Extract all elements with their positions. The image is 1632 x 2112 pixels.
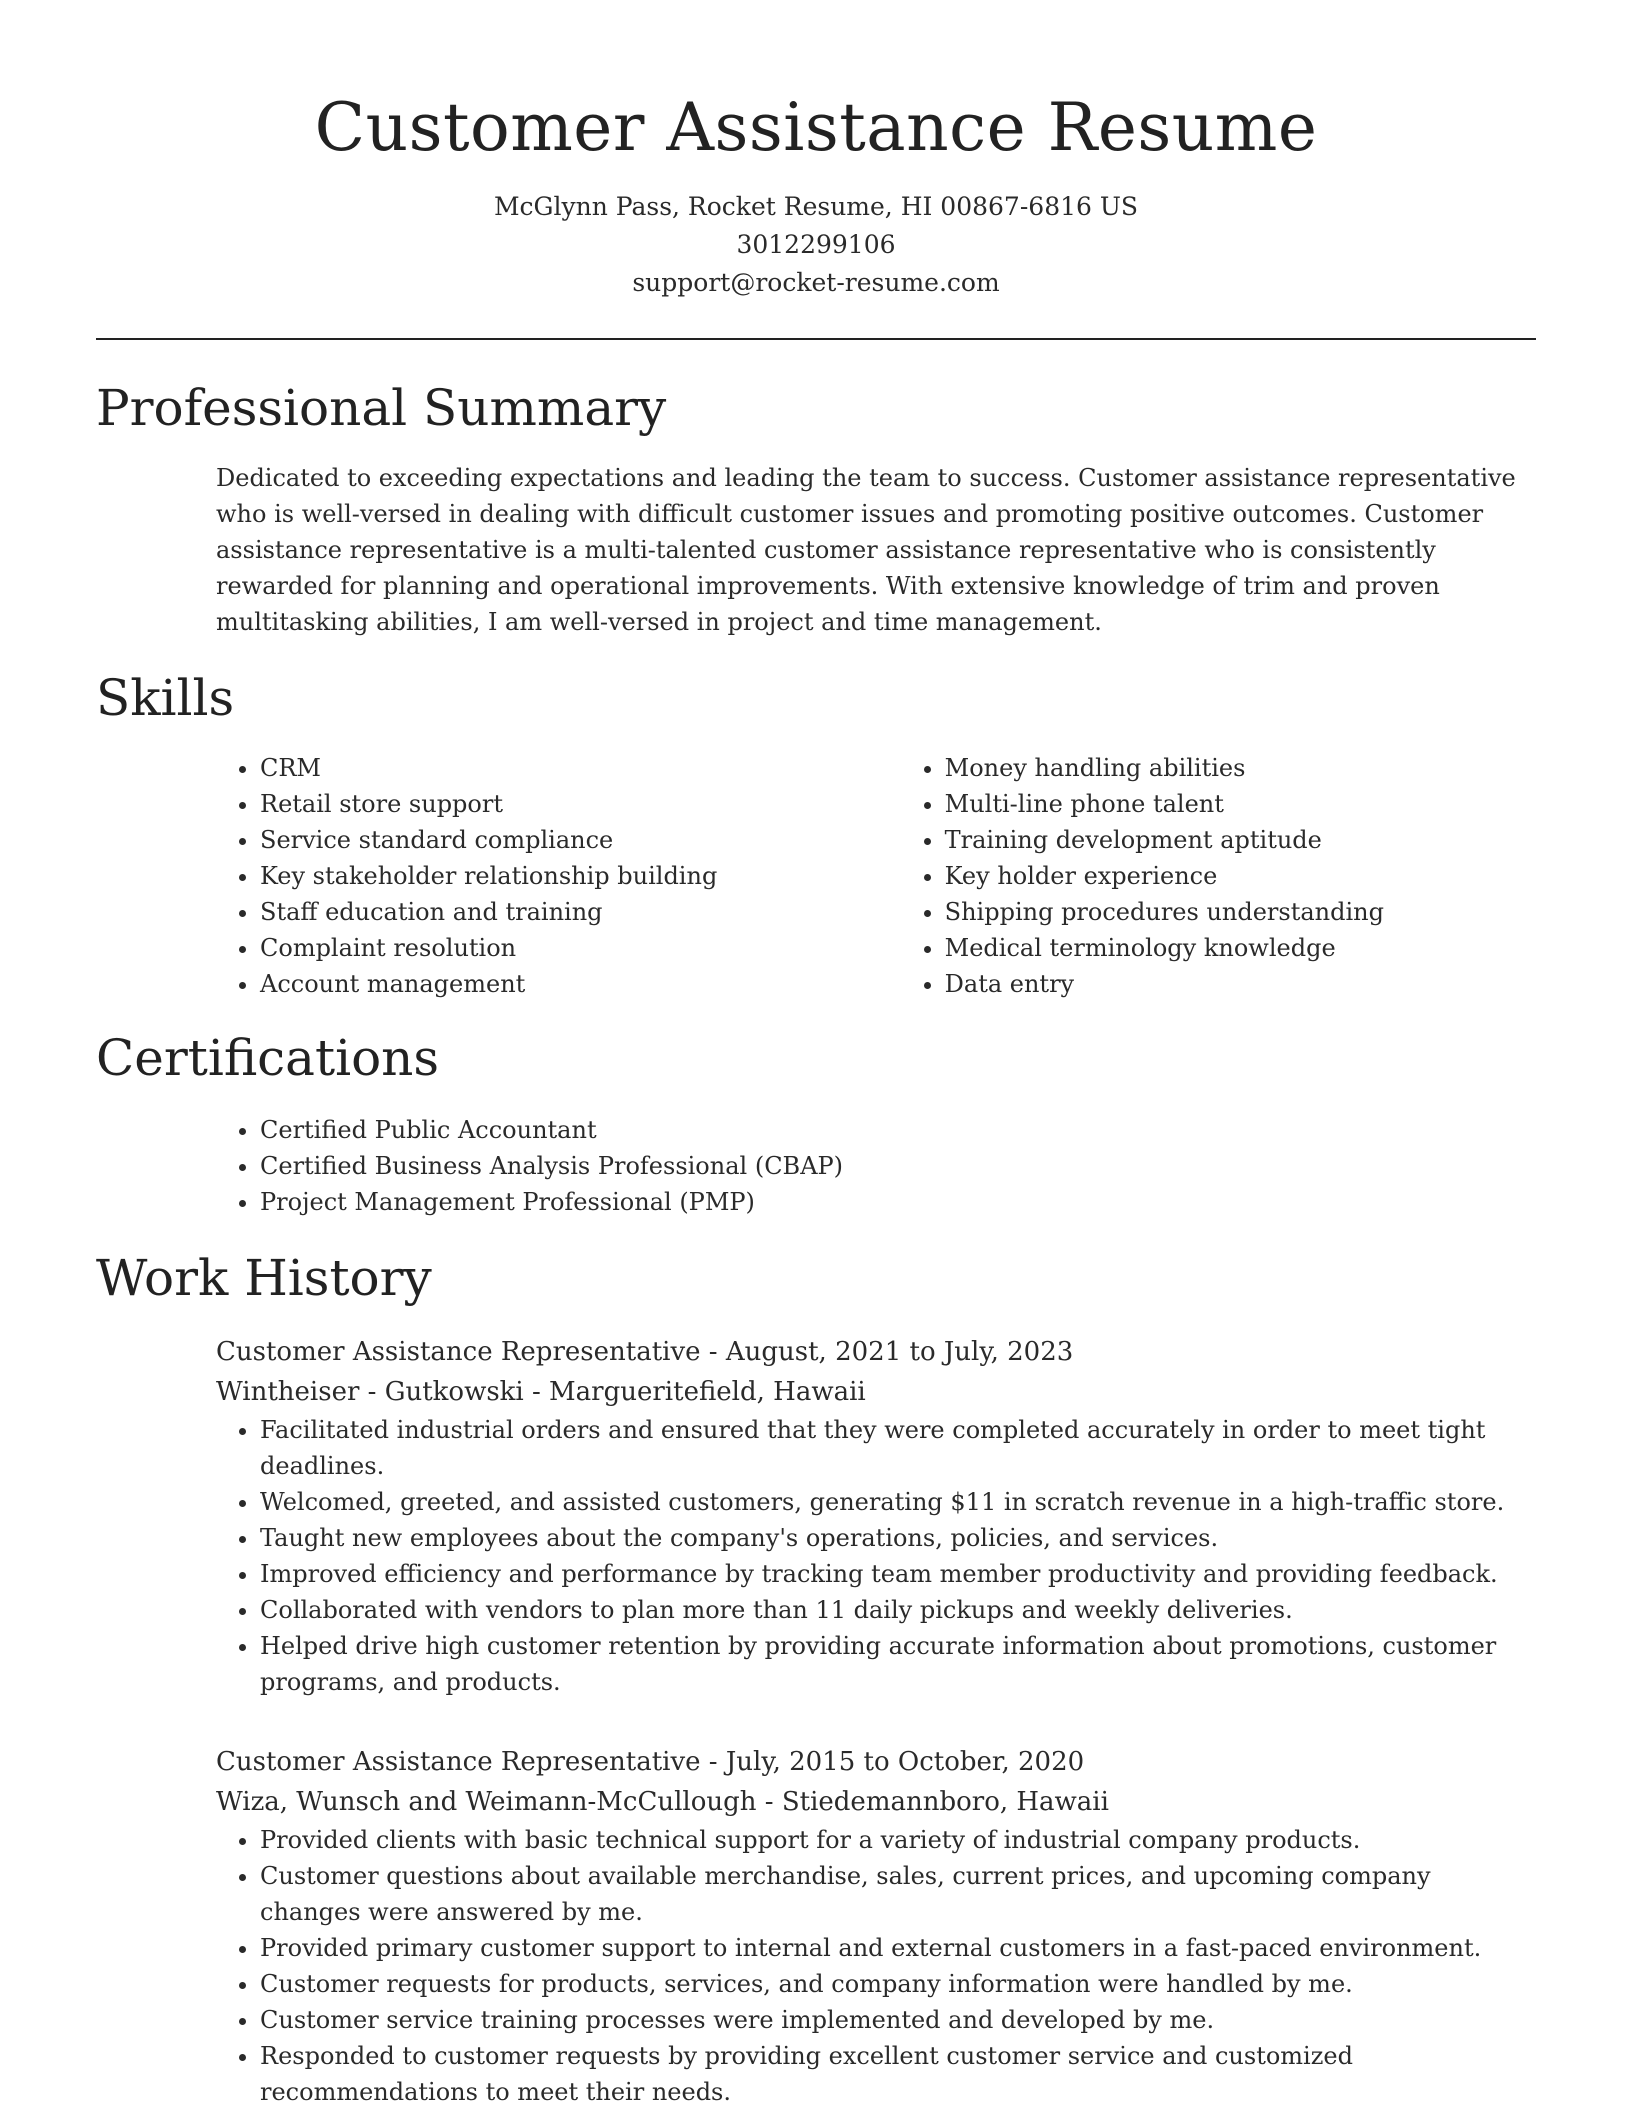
job-duty-item: • Provided clients with basic technical support for a variety of industrial company products. [260, 1822, 1536, 1858]
resume-title: Customer Assistance Resume [314, 89, 1318, 166]
skills-list-left [216, 750, 901, 1002]
certification-item: • Certified Public Accountant [260, 1112, 1536, 1148]
job-entry [216, 1332, 1536, 1700]
skill-item: • Multi-line phone talent [945, 786, 1536, 822]
job-duty-item: • Customer service training processes were implemented and developed by me. [260, 2002, 1536, 2038]
job-duty-item: • Facilitated industrial orders and ensured that they were completed accurately in order to meet tight deadlines. [260, 1412, 1536, 1484]
job-company-line: Wiza, Wunsch and Weimann-McCullough - Stiedemannboro, Hawaii [216, 1787, 1109, 1817]
contact-info [96, 188, 1536, 302]
skill-item: • Key holder experience [945, 858, 1536, 894]
job-duty-item: • Customer questions about available merchandise, sales, current prices, and upcoming company changes were answered by me. [260, 1858, 1536, 1930]
job-duty-item: • Welcomed, greeted, and assisted customers, generating $11 in scratch revenue in a high-traffic store. [260, 1484, 1536, 1520]
skill-item: • Account management [260, 966, 901, 1002]
job-duty-item: • Customer requests for products, services, and company information were handled by me. [260, 1966, 1536, 2002]
resume-header [96, 0, 1536, 302]
job-entry [216, 1742, 1536, 2110]
certification-item: • Certified Business Analysis Professional (CBAP) [260, 1148, 1536, 1184]
job-duty-item: • Taught new employees about the company's operations, policies, and services. [260, 1520, 1536, 1556]
skills-columns [216, 750, 1536, 1002]
skill-item: • Staff education and training [260, 894, 901, 930]
skill-item: • Retail store support [260, 786, 901, 822]
skill-item: • Shipping procedures understanding [945, 894, 1536, 930]
skill-item: • Key stakeholder relationship building [260, 858, 901, 894]
certifications-heading: Certifications [96, 1029, 440, 1087]
job-duty-item: • Provided primary customer support to internal and external customers in a fast-paced environment. [260, 1930, 1536, 1966]
contact-email: support@rocket-resume.com [632, 268, 1000, 297]
job-duty-item: • Responded to customer requests by providing excellent customer service and customized recommendations to meet their needs. [260, 2038, 1536, 2110]
job-duty-item: • Helped drive high customer retention by providing accurate information about promotions, customer programs, and products. [260, 1628, 1536, 1700]
job-duty-item: • Improved efficiency and performance by tracking team member productivity and providing feedback. [260, 1556, 1536, 1592]
certification-item: • Project Management Professional (PMP) [260, 1184, 1536, 1220]
contact-phone: 3012299106 [736, 230, 896, 259]
job-company-line: Wintheiser - Gutkowski - Margueritefield, Hawaii [216, 1377, 866, 1407]
certifications-block [216, 1112, 1536, 1220]
skill-item: • Money handling abilities [945, 750, 1536, 786]
summary-heading: Professional Summary [96, 379, 667, 437]
summary-text: Dedicated to exceeding expectations and leading the team to success. Customer assistance representative who is well-versed in dealing with difficult customer issues and promoting positive outcomes. Customer assistance representative is a multi-talented customer assistance representative who is consistently rewarded for planning and operational improvements. With extensive knowledge of trim and proven multitasking abilities, I am well-versed in project and time management. [216, 464, 1516, 636]
skill-item: • Training development aptitude [945, 822, 1536, 858]
job-duties-list [216, 1822, 1536, 2110]
job-duties-list [216, 1412, 1536, 1700]
contact-address: McGlynn Pass, Rocket Resume, HI 00867-6816 US [493, 192, 1139, 221]
job-title-line: Customer Assistance Representative - July, 2015 to October, 2020 [216, 1747, 1085, 1777]
skills-list-right [901, 750, 1536, 1002]
job-duty-item: • Collaborated with vendors to plan more than 11 daily pickups and weekly deliveries. [260, 1592, 1536, 1628]
skill-item: • Service standard compliance [260, 822, 901, 858]
skill-item: • Data entry [945, 966, 1536, 1002]
header-divider [96, 338, 1536, 340]
skills-heading: Skills [96, 669, 235, 727]
skill-item: • Complaint resolution [260, 930, 901, 966]
work-history-heading: Work History [96, 1249, 432, 1307]
resume-page [96, 0, 1536, 2110]
certifications-list [216, 1112, 1536, 1220]
skill-item: • Medical terminology knowledge [945, 930, 1536, 966]
job-title-line: Customer Assistance Representative - August, 2021 to July, 2023 [216, 1337, 1074, 1367]
skill-item: • CRM [260, 750, 901, 786]
